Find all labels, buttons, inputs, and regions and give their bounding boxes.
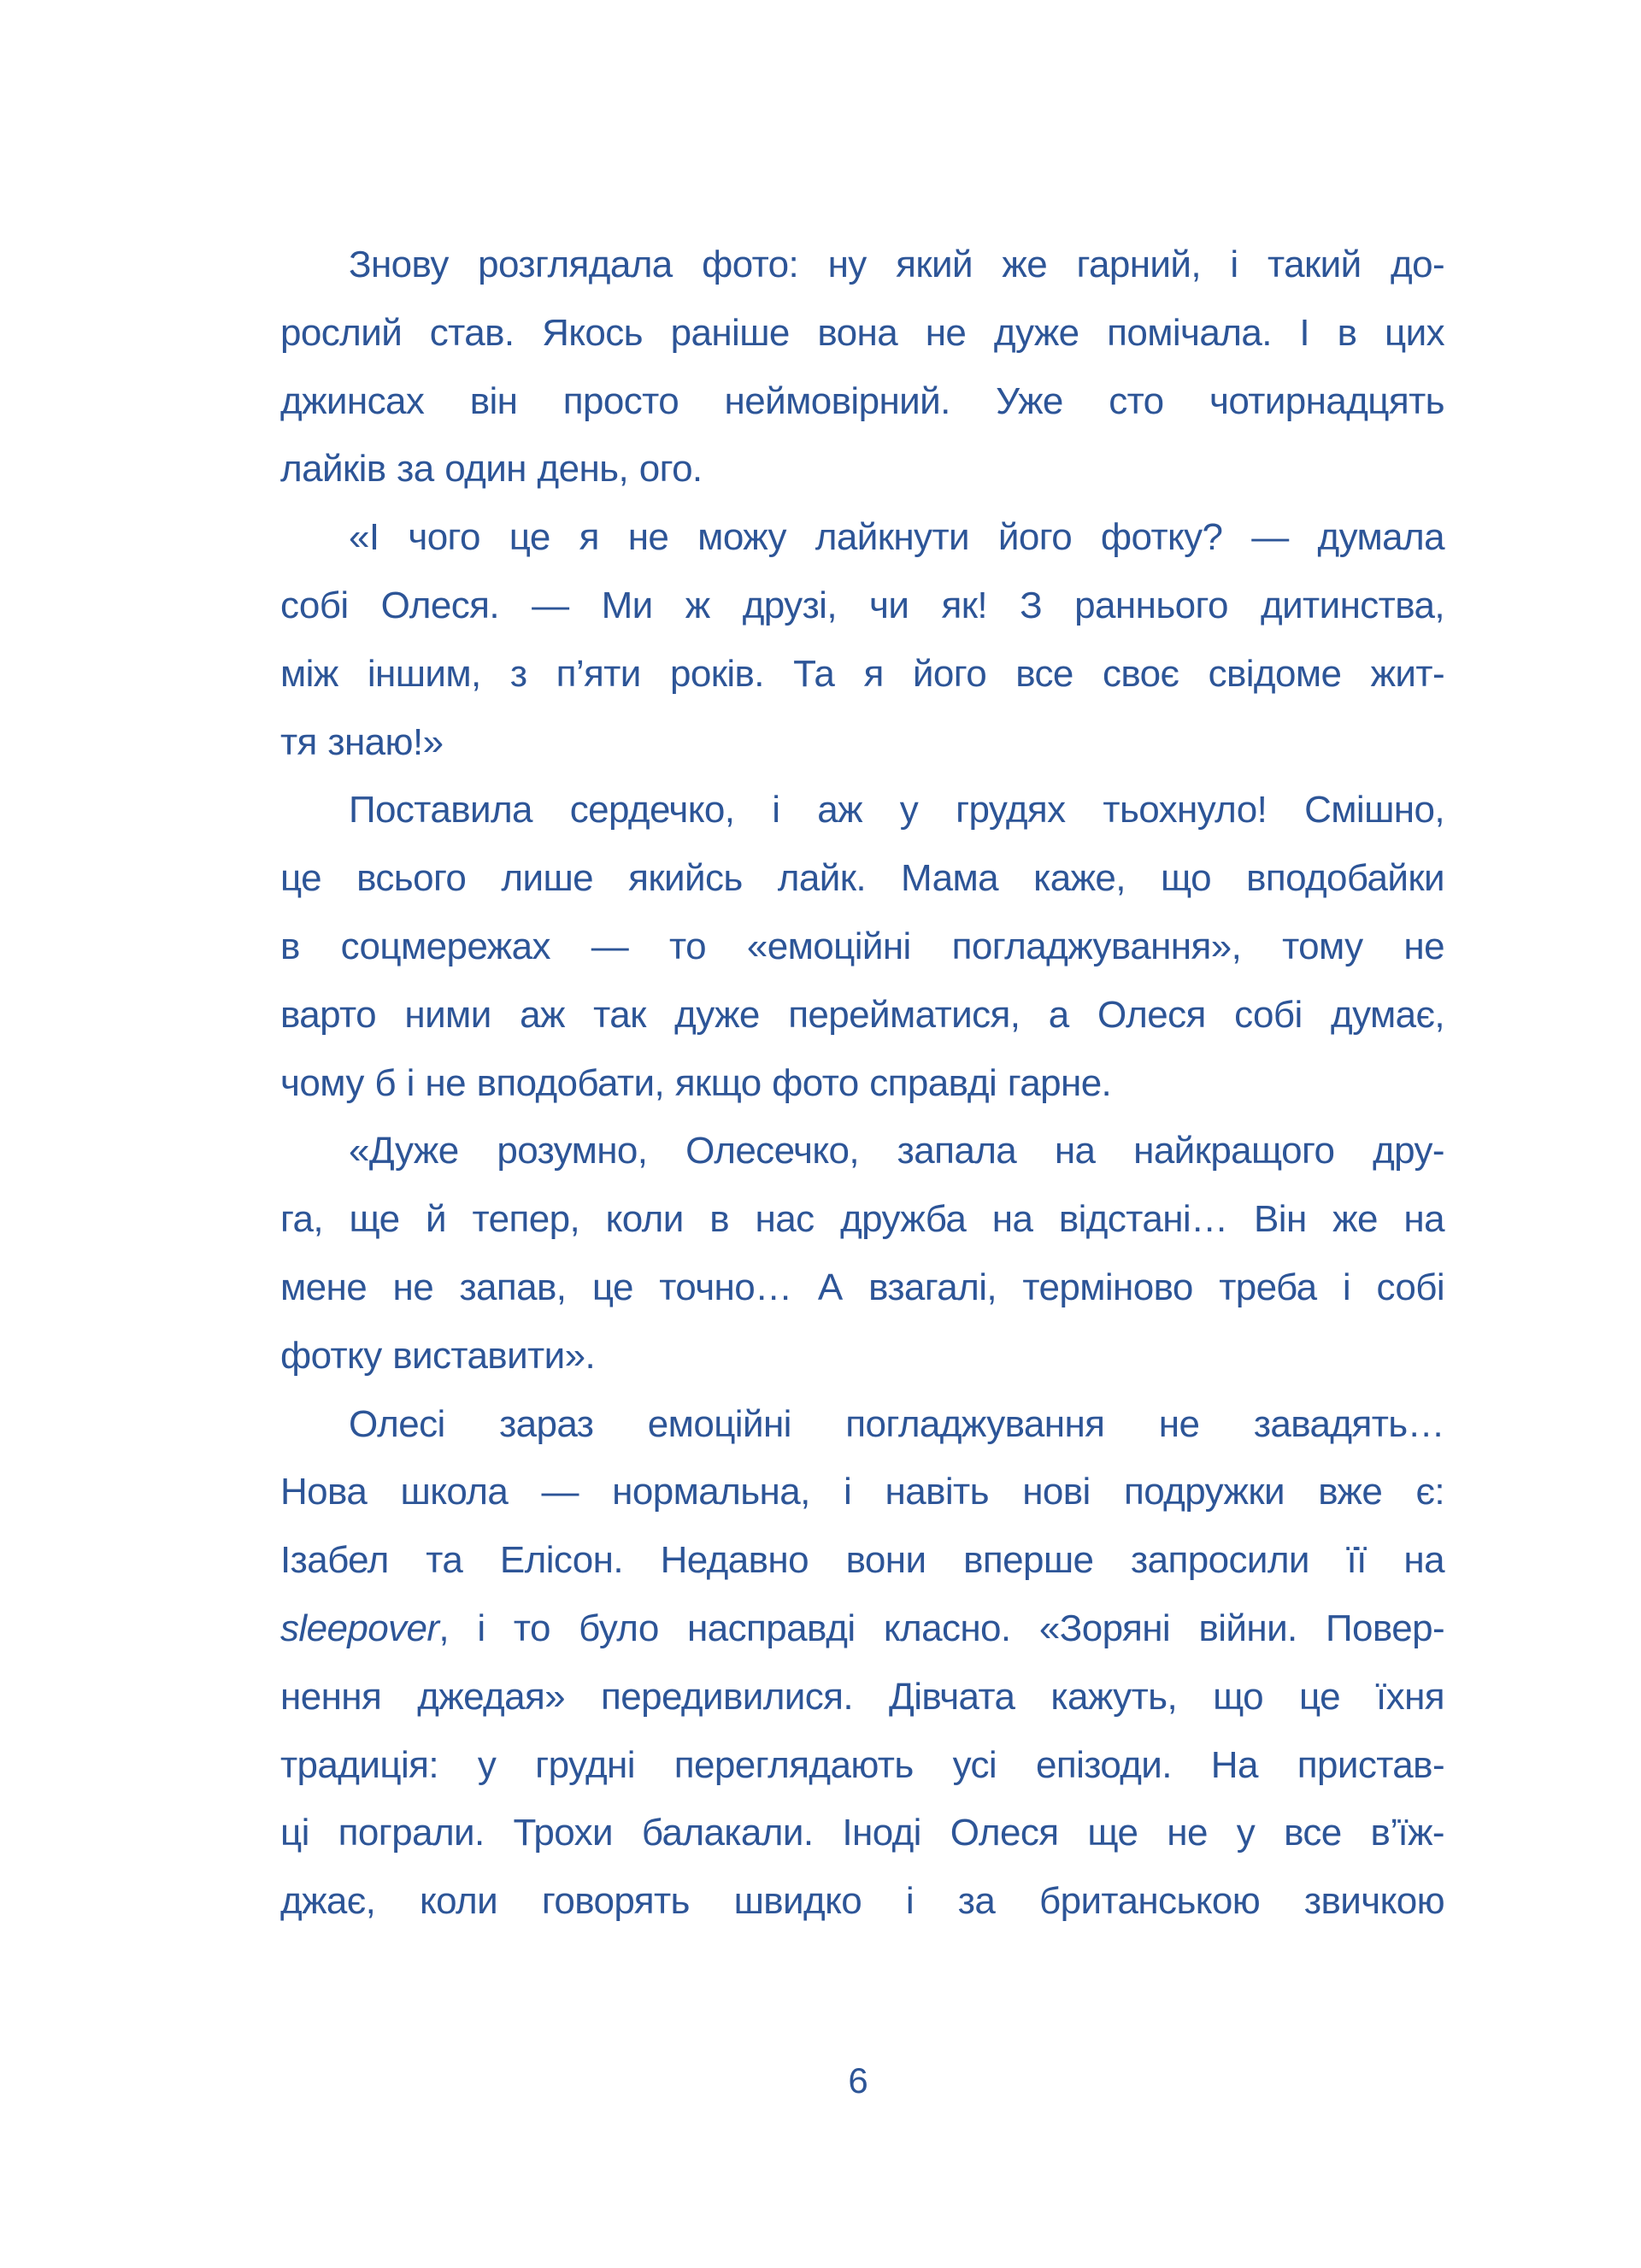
text-line: ці пограли. Трохи балакали. Іноді Олеся ще не у все в’їж- bbox=[280, 1812, 1444, 1854]
text-run: , і то було насправді класно. «Зоряні війни. Повер- bbox=[438, 1607, 1444, 1649]
paragraph-4 bbox=[280, 1117, 1444, 1390]
text-line: традиція: у грудні переглядають усі епізоди. На пристав- bbox=[280, 1743, 1444, 1786]
text-line: «І чого це я не можу лайкнути його фотку? — думала bbox=[349, 516, 1444, 559]
paragraph-1 bbox=[280, 231, 1444, 503]
paragraph-3 bbox=[280, 776, 1444, 1117]
text-line: чому б і не вподобати, якщо фото справді гарне. bbox=[280, 1061, 1112, 1104]
text-line: джає, коли говорять швидко і за британською звичкою bbox=[280, 1880, 1444, 1923]
text-line: нення джедая» передивилися. Дівчата кажуть, що це їхня bbox=[280, 1675, 1444, 1718]
text-line: Поставила сердечко, і аж у грудях тьохнуло! Смішно, bbox=[349, 789, 1444, 831]
text-line: Нова школа — нормальна, і навіть нові подружки вже є: bbox=[280, 1471, 1444, 1513]
paragraph-5 bbox=[280, 1390, 1444, 1936]
text-line: між іншим, з п’яти років. Та я його все своє свідоме жит- bbox=[280, 652, 1444, 695]
paragraph-2 bbox=[280, 503, 1444, 776]
text-line: фотку виставити». bbox=[280, 1334, 596, 1377]
text-line: в соцмережах — то «емоційні погладжування», тому не bbox=[280, 925, 1444, 967]
text-line: це всього лише якийсь лайк. Мама каже, що вподобайки bbox=[280, 857, 1444, 900]
text-line bbox=[280, 1595, 1444, 1663]
text-line: собі Олеся. — Ми ж друзі, чи як! З раннього дитинства, bbox=[280, 584, 1444, 626]
page-number: 6 bbox=[848, 2060, 868, 2101]
text-line: мене не запав, це точно… А взагалі, терміново треба і собі bbox=[280, 1266, 1444, 1308]
text-line: «Дуже розумно, Олесечко, запала на найкращого дру- bbox=[349, 1130, 1444, 1172]
text-line: варто ними аж так дуже перейматися, а Олеся собі думає, bbox=[280, 993, 1444, 1036]
text-line: Ізабел та Елісон. Недавно вони вперше запросили її на bbox=[280, 1539, 1444, 1582]
text-line: рослий став. Якось раніше вона не дуже помічала. І в цих bbox=[280, 311, 1444, 354]
text-line: Олесі зараз емоційні погладжування не завадять… bbox=[349, 1402, 1444, 1445]
text-line: джинсах він просто неймовірний. Уже сто чотирнадцять bbox=[280, 379, 1444, 422]
text-line: лайків за один день, ого. bbox=[280, 448, 703, 491]
text-line: тя знаю!» bbox=[280, 720, 444, 763]
body-text bbox=[280, 231, 1444, 1936]
text-line: Знову розглядала фото: ну який же гарний, і такий до- bbox=[349, 244, 1444, 285]
text-line: га, ще й тепер, коли в нас дружба на відстані… Він же на bbox=[280, 1198, 1444, 1241]
italic-word: sleepover bbox=[280, 1607, 439, 1649]
